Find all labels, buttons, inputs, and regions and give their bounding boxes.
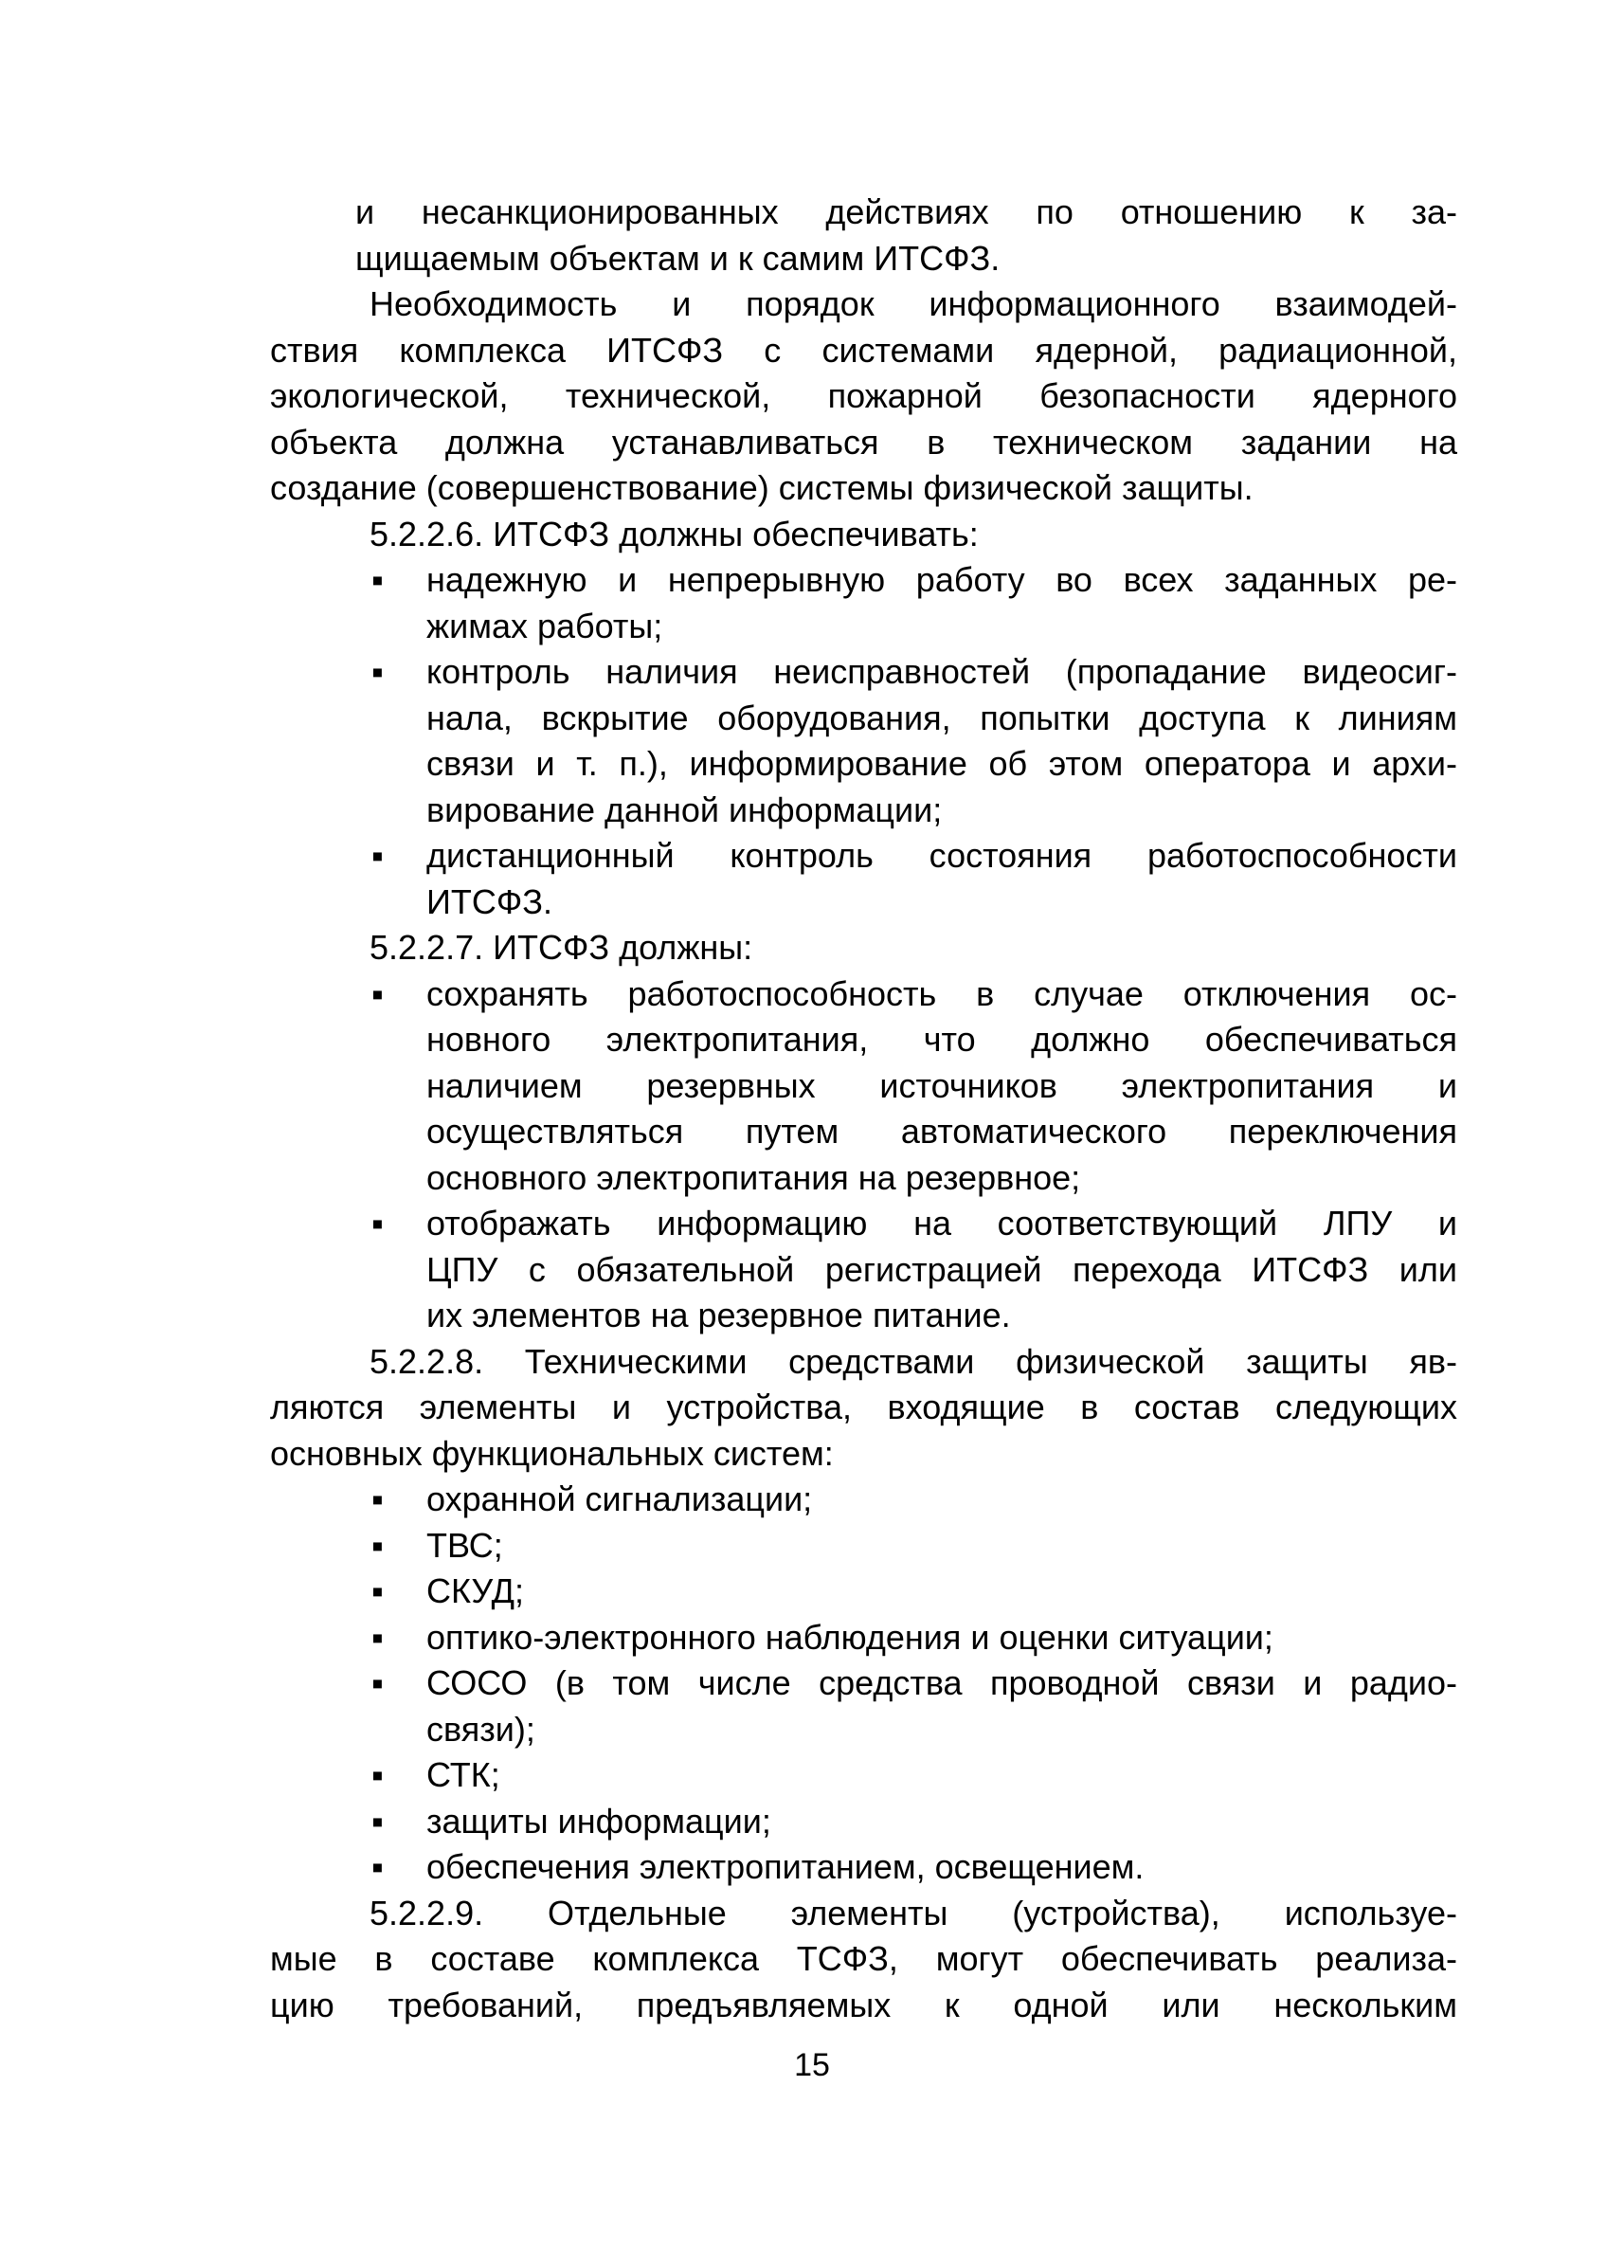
text-line: надежную и непрерывную работу во всех заданных ре- [426, 560, 1457, 599]
text-line: новного электропитания, что должно обеспечиваться [426, 1020, 1457, 1059]
list-item [270, 1201, 1457, 1247]
bullet-marker: ▪ [371, 1479, 384, 1518]
text-line: цию требований, предъявляемых к одной или нескольким [270, 1985, 1457, 2024]
text-line: СТК; [426, 1755, 500, 1794]
list-item [270, 1799, 1457, 1845]
text-line: СКУД; [426, 1571, 525, 1610]
list-item [270, 1844, 1457, 1891]
text-line: 5.2.2.9. Отдельные элементы (устройства), используе- [370, 1893, 1457, 1932]
text-line: ляются элементы и устройства, входящие в состав следующих [270, 1388, 1457, 1426]
text-line: ИТСФЗ. [426, 881, 552, 921]
text-line: основного электропитания на резервное; [426, 1157, 1081, 1197]
list-item [270, 1477, 1457, 1523]
text-line: нала, вскрытие оборудования, попытки доступа к линиям [426, 698, 1457, 737]
text-line: контроль наличия неисправностей (пропадание видеосиг- [426, 652, 1457, 691]
text-line: ствия комплекса ИТСФЗ с системами ядерной, радиационной, [270, 330, 1457, 370]
bullet-marker: ▪ [371, 1663, 384, 1702]
text-line: дистанционный контроль состояния работоспособности [426, 836, 1457, 875]
text-line: ЦПУ с обязательной регистрацией перехода ИТСФЗ или [426, 1249, 1457, 1289]
bullet-marker: ▪ [371, 1801, 384, 1841]
text-line: экологической, технической, пожарной безопасности ядерного [270, 376, 1457, 415]
list-item [270, 833, 1457, 880]
text-line: сохранять работоспособность в случае отключения ос- [426, 973, 1457, 1013]
bullet-marker: ▪ [371, 1617, 384, 1657]
text-line: ТВС; [426, 1525, 503, 1565]
text-line: СОСО (в том числе средства проводной связи и радио- [426, 1663, 1457, 1702]
list-item [270, 1660, 1457, 1707]
section-heading: 5.2.2.6. ИТСФЗ должны обеспечивать: [370, 514, 979, 553]
text-line: основных функциональных систем: [270, 1433, 834, 1473]
list-item [270, 557, 1457, 604]
text-line: и несанкционированных действиях по отношению к за- [355, 192, 1457, 231]
page-number: 15 [794, 2047, 830, 2083]
text-line: отображать информацию на соответствующий ЛПУ и [426, 1204, 1457, 1243]
bullet-marker: ▪ [371, 1847, 384, 1886]
text-line: осуществляться путем автоматического переключения [426, 1112, 1457, 1151]
text-line: вирование данной информации; [426, 789, 943, 829]
text-line: Необходимость и порядок информационного взаимодей- [370, 284, 1457, 323]
text-line: защиты информации; [426, 1801, 771, 1841]
text-line: их элементов на резервное питание. [426, 1296, 1011, 1334]
text-line: жимах работы; [426, 606, 663, 645]
text-line: щищаемым объектам и к самим ИТСФЗ. [355, 238, 1001, 278]
text-line: объекта должна устанавливаться в техническом задании на [270, 422, 1457, 462]
list-item [270, 1752, 1457, 1799]
text-line: обеспечения электропитанием, освещением. [426, 1847, 1145, 1886]
bullet-marker: ▪ [371, 836, 384, 875]
bullet-marker: ▪ [371, 1204, 384, 1243]
text-line: 5.2.2.8. Техническими средствами физической защиты яв- [370, 1341, 1457, 1381]
text-line: наличием резервных источников электропитания и [426, 1065, 1457, 1105]
bullet-marker: ▪ [371, 1755, 384, 1794]
bullet-marker: ▪ [371, 1525, 384, 1565]
text-line: мые в составе комплекса ТСФЗ, могут обеспечивать реализа- [270, 1939, 1457, 1978]
list-item [270, 1523, 1457, 1569]
text-line: связи и т. п.), информирование об этом оператора и архи- [426, 744, 1457, 783]
text-line: охранной сигнализации; [426, 1479, 813, 1518]
bullet-marker: ▪ [371, 1571, 384, 1610]
list-item [270, 1569, 1457, 1615]
bullet-marker: ▪ [371, 652, 384, 691]
text-line: оптико-электронного наблюдения и оценки ситуации; [426, 1617, 1273, 1657]
text-line: создание (совершенствование) системы физической защиты. [270, 468, 1254, 507]
text-line: связи); [426, 1709, 535, 1749]
document-body [270, 190, 1457, 2028]
list-item [270, 1615, 1457, 1661]
bullet-marker: ▪ [371, 973, 384, 1013]
section-heading: 5.2.2.7. ИТСФЗ должны: [370, 928, 753, 967]
list-item [270, 971, 1457, 1018]
bullet-marker: ▪ [371, 560, 384, 599]
list-item [270, 649, 1457, 696]
